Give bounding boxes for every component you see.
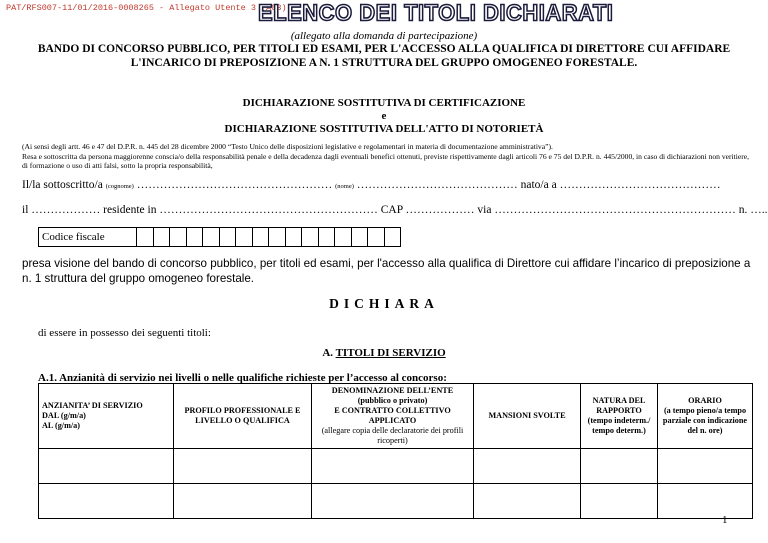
- sottoscritto-label: Il/la sottoscritto/a: [22, 179, 103, 191]
- col-orario-header: [658, 384, 753, 449]
- codice-fiscale-cell[interactable]: [269, 228, 286, 246]
- col-orario-line3: parziale con indicazione: [662, 416, 748, 425]
- cap-label: CAP: [380, 204, 403, 216]
- col-profilo-line1: PROFILO PROFESSIONALE E: [184, 406, 301, 415]
- col-anzianita-header: [39, 384, 174, 449]
- section-a-prefix: A.: [322, 347, 334, 359]
- codice-fiscale-cell[interactable]: [385, 228, 401, 246]
- codice-fiscale-cell[interactable]: [236, 228, 253, 246]
- col-orario-line4: del n. ore): [687, 426, 723, 435]
- section-a-title: TITOLI DI SERVIZIO: [335, 347, 446, 359]
- codice-fiscale-cell[interactable]: [203, 228, 220, 246]
- table-cell[interactable]: [174, 484, 312, 519]
- col-natura-line2: RAPPORTO: [596, 406, 642, 415]
- cognome-field[interactable]: ……………………………………………: [136, 179, 333, 191]
- codice-fiscale-cell[interactable]: [154, 228, 171, 246]
- codice-fiscale-cell[interactable]: [253, 228, 270, 246]
- legal-note-line2: Resa e sottoscritta da persona maggiorenne conscia/o della responsabilità penale e della decadenza dagli eventuali benefici ottenuti, previste rispettivamente dagli articoli 76 e 75 del D.P.R. n. 445/2000, in caso di dichiarazioni non veritiere, di formazione o uso di atti falsi, sotto la propria responsabilità,: [22, 151, 750, 171]
- possesso-text: di essere in possesso dei seguenti titoli:: [38, 327, 211, 339]
- codice-fiscale-cell[interactable]: [319, 228, 336, 246]
- table-cell[interactable]: [581, 449, 658, 484]
- codice-fiscale-cell[interactable]: [368, 228, 385, 246]
- protocol-stamp: PAT/RFS007-11/01/2016-0008265 - Allegato Utente 3 (A03): [6, 3, 287, 13]
- dichiara-heading: DICHIARA: [329, 296, 439, 311]
- codice-fiscale-cell[interactable]: [187, 228, 204, 246]
- codice-fiscale-cell[interactable]: [286, 228, 303, 246]
- titoli-servizio-table: [38, 383, 753, 519]
- table-row: [39, 449, 753, 484]
- luogo-nascita-field[interactable]: ……………………………………: [559, 179, 721, 191]
- presa-visione-text: presa visione del bando di concorso pubblico, per titoli ed esami, per l'accesso alla qualifica di Direttore cui affidare l’incarico di preposizione a n. 1 struttura del gruppo omogeneo forestale.: [22, 257, 751, 285]
- cognome-hint: (cognome): [105, 183, 134, 190]
- table-cell[interactable]: [39, 449, 174, 484]
- table-cell[interactable]: [658, 484, 753, 519]
- il-label: il: [22, 204, 29, 216]
- codice-fiscale-cell[interactable]: [352, 228, 369, 246]
- col-natura-line4: tempo determ.): [592, 426, 646, 435]
- residente-label: residente in: [103, 204, 157, 216]
- dichiarazione-heading: [0, 97, 768, 136]
- table-header-row: [39, 384, 753, 449]
- codice-fiscale-label: Codice fiscale: [39, 228, 137, 246]
- col-anzianita-line3: AL (g/m/a): [42, 421, 80, 430]
- col-ente-line2: (pubblico o privato): [357, 396, 428, 405]
- table-cell[interactable]: [658, 449, 753, 484]
- codice-fiscale-box: [38, 227, 401, 247]
- numero-field[interactable]: …..: [750, 204, 768, 216]
- col-natura-line1: NATURA DEL: [592, 396, 646, 405]
- legal-note-line1: (Ai sensi degli artt. 46 e 47 del D.P.R. n. 445 del 28 dicembre 2000 “Testo Unico delle disposizioni legislative e regolamentari in materia di documentazione amministrativa”).: [22, 142, 553, 151]
- a1-heading: A.1. Anzianità di servizio nei livelli o nelle qualifiche richieste per l’accesso al concorso:: [38, 372, 447, 384]
- codice-fiscale-cell[interactable]: [220, 228, 237, 246]
- table-cell[interactable]: [312, 484, 474, 519]
- bando-title-line1: BANDO DI CONCORSO PUBBLICO, PER TITOLI ED ESAMI, PER L'ACCESSO ALLA QUALIFICA DI DIRETTORE CUI AFFIDARE: [37, 43, 731, 55]
- col-ente-line5: (allegare copia delle declaratorie dei profili ricoperti): [321, 426, 464, 445]
- dichiarazione-line1: DICHIARAZIONE SOSTITUTIVA DI CERTIFICAZIONE: [242, 97, 526, 109]
- table-cell[interactable]: [474, 449, 581, 484]
- col-mansioni-header: MANSIONI SVOLTE: [474, 384, 581, 449]
- table-cell[interactable]: [174, 449, 312, 484]
- residenza-field[interactable]: …………………………………………………: [159, 204, 378, 216]
- bando-title-line2: L'INCARICO DI PREPOSIZIONE A N. 1 STRUTTURA DEL GRUPPO OMOGENEO FORESTALE.: [130, 57, 638, 69]
- table-cell[interactable]: [312, 449, 474, 484]
- page-number: 1: [722, 514, 728, 526]
- bando-title: [20, 42, 748, 70]
- col-ente-header: [312, 384, 474, 449]
- col-anzianita-line2: DAL (g/m/a): [42, 411, 86, 420]
- col-natura-line3: (tempo indeterm./: [587, 416, 651, 425]
- residence-line: [22, 204, 767, 216]
- table-cell[interactable]: [581, 484, 658, 519]
- numero-label: n.: [738, 204, 748, 216]
- dichiarazione-line2: e: [381, 110, 387, 122]
- table-cell[interactable]: [474, 484, 581, 519]
- identity-line: [22, 179, 721, 191]
- cap-field[interactable]: ………………: [405, 204, 475, 216]
- col-orario-line1: ORARIO: [688, 396, 722, 405]
- col-orario-line2: (a tempo pieno/a tempo: [663, 406, 747, 415]
- via-field[interactable]: ………………………………………………………: [494, 204, 736, 216]
- subtitle: (allegato alla domanda di partecipazione): [290, 30, 478, 42]
- col-natura-header: [581, 384, 658, 449]
- codice-fiscale-cell[interactable]: [302, 228, 319, 246]
- nome-field[interactable]: ……………………………………: [356, 179, 518, 191]
- col-ente-line3: E CONTRATTO COLLETTIVO: [334, 406, 451, 415]
- nato-label: nato/a a: [520, 179, 557, 191]
- table-row: [39, 484, 753, 519]
- col-anzianita-line1: ANZIANITA’ DI SERVIZIO: [42, 401, 143, 410]
- codice-fiscale-cell[interactable]: [137, 228, 154, 246]
- codice-fiscale-cell[interactable]: [170, 228, 187, 246]
- dichiarazione-line3: DICHIARAZIONE SOSTITUTIVA DELL'ATTO DI NOTORIETÀ: [224, 123, 544, 135]
- data-nascita-field[interactable]: ………………: [31, 204, 101, 216]
- via-label: via: [477, 204, 492, 216]
- section-a-heading: [0, 347, 768, 359]
- nome-hint: (nome): [335, 183, 354, 190]
- col-profilo-header: [174, 384, 312, 449]
- col-ente-line4: APPLICATO: [368, 416, 417, 425]
- codice-fiscale-cell[interactable]: [335, 228, 352, 246]
- legal-note: [22, 142, 752, 171]
- document-title-logo: ELENCO DEI TITOLI DICHIARATI: [258, 0, 614, 26]
- col-ente-line1: DENOMINAZIONE DELL’ENTE: [331, 386, 454, 395]
- col-profilo-line2: LIVELLO O QUALIFICA: [195, 416, 290, 425]
- table-cell[interactable]: [39, 484, 174, 519]
